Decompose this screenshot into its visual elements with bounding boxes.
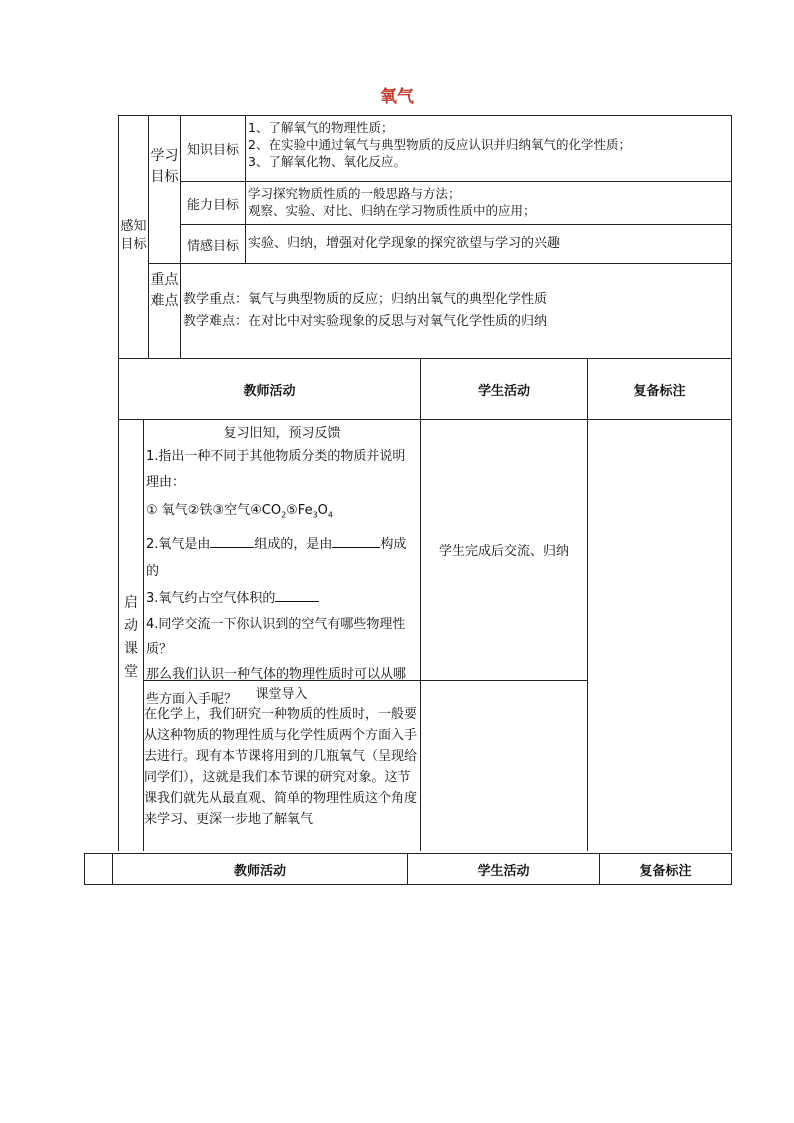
student-activity-text: 学生完成后交流、归纳 (438, 544, 569, 559)
page-title: 氧气 (380, 87, 414, 107)
review-block (146, 424, 418, 712)
header-teacher-activity: 教师活动 (243, 383, 296, 399)
intro-text: 在化学上，我们研究一种物质的性质时，一般要从这种物质的物理性质与化学性质两个方面入手去进行。现有本节课将用到的几瓶氧气（呈现给同学们），这就是我们本节课的研究对象。这节课我们就先从最直观、简单的物理性质这个角度来学习、更深一步地了解氧气 (144, 707, 418, 827)
emotion-goal-text: 实验、归纳，增强对化学现象的探究欲望与学习的兴趣 (248, 236, 561, 251)
list-item: 观察、实验、对比、归纳在学习物质性质中的应用； (248, 203, 536, 218)
phase-label: 启动课堂 (124, 595, 138, 680)
review-heading: 复习旧知，预习反馈 (223, 426, 341, 441)
list-item: 2、在实验中通过氧气与典型物质的反应认识并归纳氧气的化学性质； (248, 137, 631, 152)
intro-block (144, 686, 419, 830)
list-item: 3、了解氧化物、氧化反应。 (248, 154, 406, 169)
bottom-header-notes: 复备标注 (639, 863, 692, 879)
header-student-activity: 学生活动 (477, 383, 530, 399)
review-question-5: 那么我们认识一种气体的物理性质时可以从哪些方面入手呢？ (146, 666, 407, 707)
knowledge-goal-list (248, 119, 730, 170)
teaching-difficulty: 教学难点：在对比中对实验现象的反思与对氧气化学性质的归纳 (183, 314, 548, 329)
fill-blank[interactable] (332, 533, 380, 548)
emotion-goal-label: 情感目标 (186, 238, 239, 254)
ability-goal-label: 能力目标 (186, 197, 239, 213)
ability-goal-list (248, 185, 730, 219)
learning-goals-label: 学习目标 (150, 148, 179, 185)
review-question-2: 2.氧气是由 组成的，是由 构成的 (146, 531, 418, 585)
fill-blank[interactable] (275, 587, 319, 602)
review-question-3: 3.氧气约占空气体积的 (146, 585, 418, 612)
review-options: ① 氧气②铁③空气$④CO_2⑤Fe_3O_4$ (146, 503, 333, 520)
knowledge-goal-label: 知识目标 (186, 143, 239, 158)
section-label-objectives: 感知目标 (120, 219, 147, 252)
review-question-1: 1.指出一种不同于其他物质分类的物质并说明理由： (146, 449, 406, 490)
list-item: 1、了解氧气的物理性质； (248, 120, 394, 135)
teaching-focus: 教学重点：氧气与典型物质的反应；归纳出氧气的典型化学性质 (183, 292, 548, 307)
review-question-4: 4.同学交流一下你认识到的空气有哪些物理性质？ (146, 616, 406, 657)
bottom-header-teacher: 教师活动 (233, 863, 286, 879)
intro-heading: 课堂导入 (255, 687, 308, 702)
bottom-header-student: 学生活动 (477, 863, 530, 879)
list-item: 学习探究物质性质的一般思路与方法； (248, 186, 461, 201)
header-notes: 复备标注 (633, 383, 686, 399)
fill-blank[interactable] (210, 533, 254, 548)
key-points-text (183, 289, 728, 333)
key-points-label: 重点难点 (150, 272, 179, 309)
